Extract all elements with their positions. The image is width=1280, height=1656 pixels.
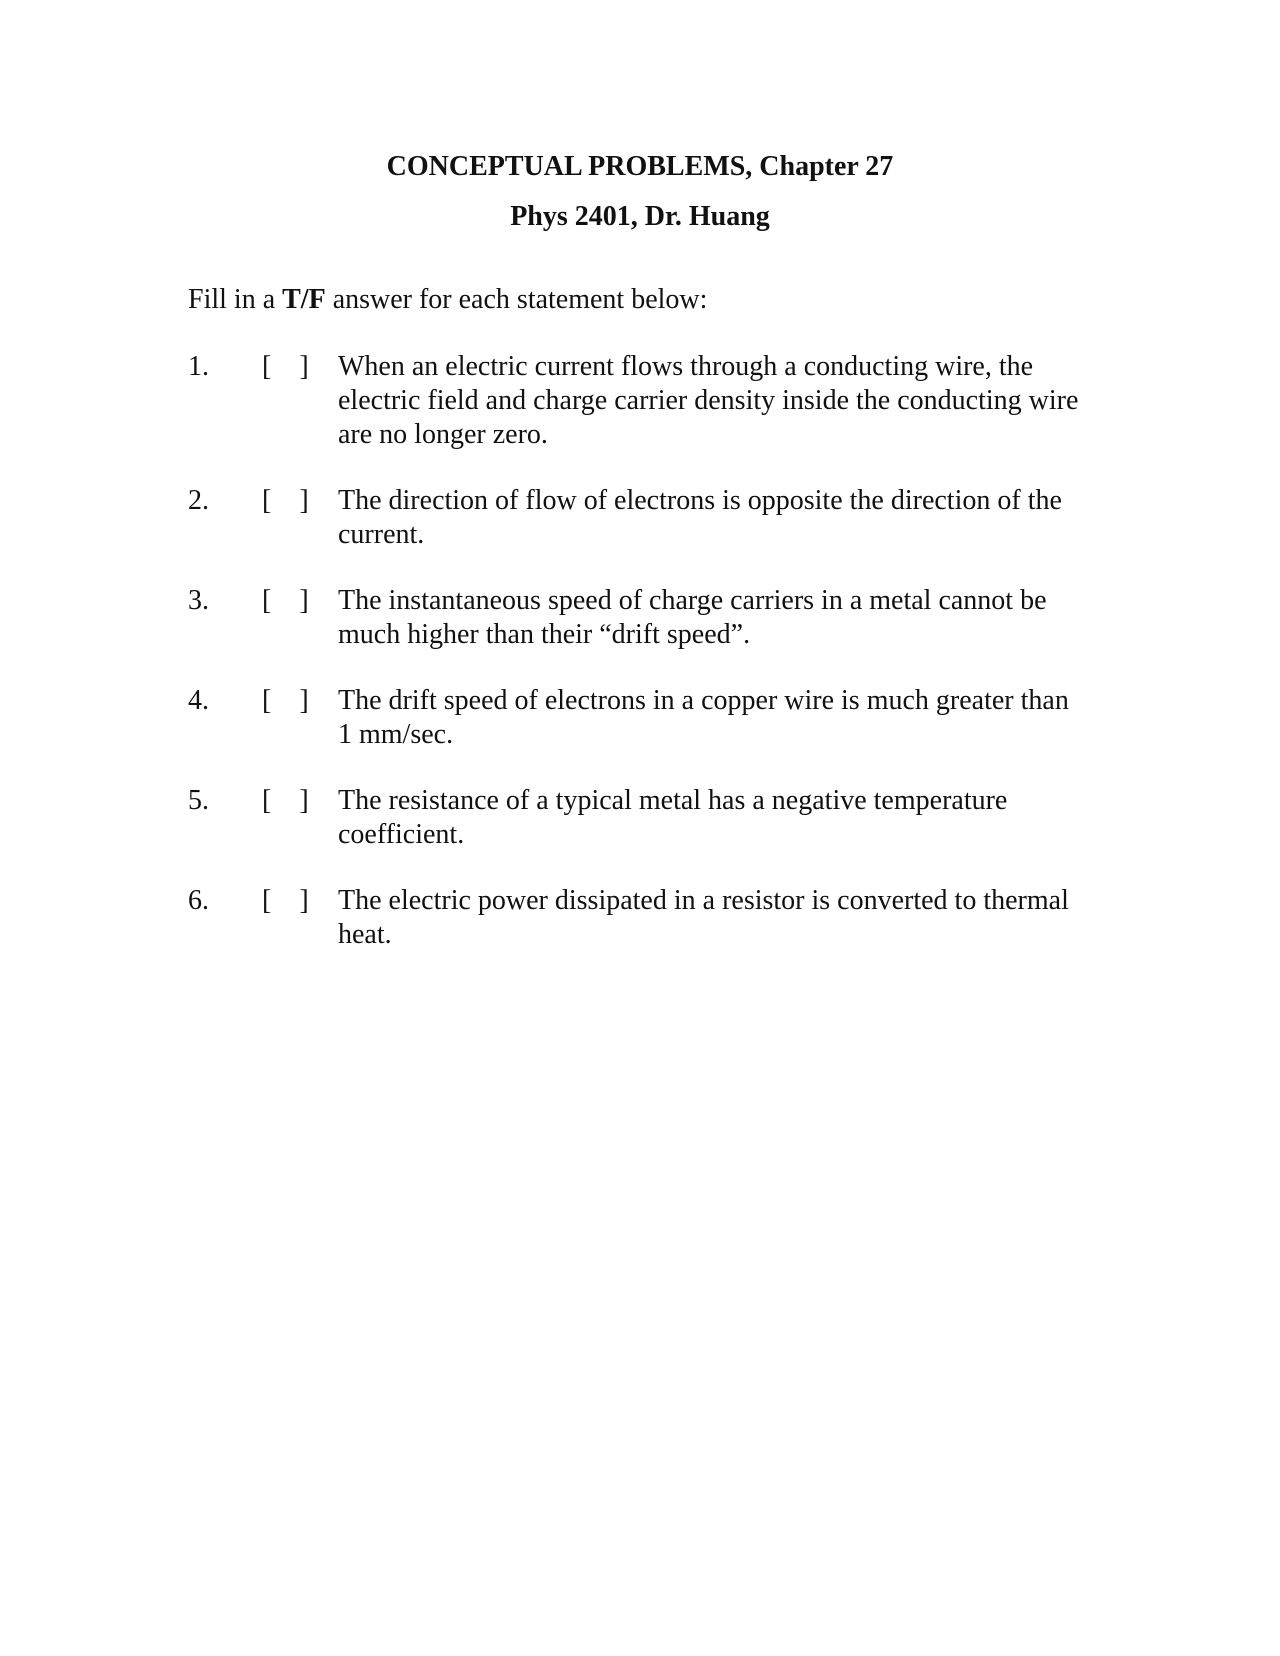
- question-text: When an electric current flows through a conducting wire, the electric field and charge carrier density inside the conducting wire are no longer zero.: [338, 351, 1086, 450]
- question-number: 1.: [188, 351, 209, 382]
- question-item-3: [188, 584, 1088, 652]
- page-subtitle: Phys 2401, Dr. Huang: [510, 201, 770, 232]
- question-number: 4.: [188, 685, 209, 716]
- instruction-text: [188, 283, 707, 317]
- answer-box[interactable]: [ ]: [262, 885, 309, 916]
- answer-box[interactable]: [ ]: [262, 685, 309, 716]
- answer-box[interactable]: [ ]: [262, 585, 309, 616]
- question-item-6: [188, 884, 1088, 952]
- instruction-bold: T/F: [282, 284, 326, 315]
- question-item-5: [188, 784, 1088, 852]
- question-item-4: [188, 684, 1088, 752]
- answer-box[interactable]: [ ]: [262, 485, 309, 516]
- instruction-before: Fill in a: [188, 284, 283, 315]
- answer-box[interactable]: [ ]: [262, 351, 309, 382]
- instruction-after: answer for each statement below:: [325, 284, 708, 315]
- question-item-1: [188, 350, 1088, 452]
- question-text: The instantaneous speed of charge carriers in a metal cannot be much higher than their “drift speed”.: [338, 585, 1054, 650]
- question-number: 2.: [188, 485, 209, 516]
- question-text: The electric power dissipated in a resistor is converted to thermal heat.: [338, 885, 1076, 950]
- question-text: The resistance of a typical metal has a negative temperature coefficient.: [338, 785, 1015, 850]
- question-text: The drift speed of electrons in a copper wire is much greater than 1 mm/sec.: [338, 685, 1076, 750]
- question-text: The direction of flow of electrons is opposite the direction of the current.: [338, 485, 1069, 550]
- question-number: 6.: [188, 885, 209, 916]
- question-number: 3.: [188, 585, 209, 616]
- answer-box[interactable]: [ ]: [262, 785, 309, 816]
- question-list: [188, 350, 1088, 984]
- question-item-2: [188, 484, 1088, 552]
- question-number: 5.: [188, 785, 209, 816]
- page-title: CONCEPTUAL PROBLEMS, Chapter 27: [386, 151, 894, 182]
